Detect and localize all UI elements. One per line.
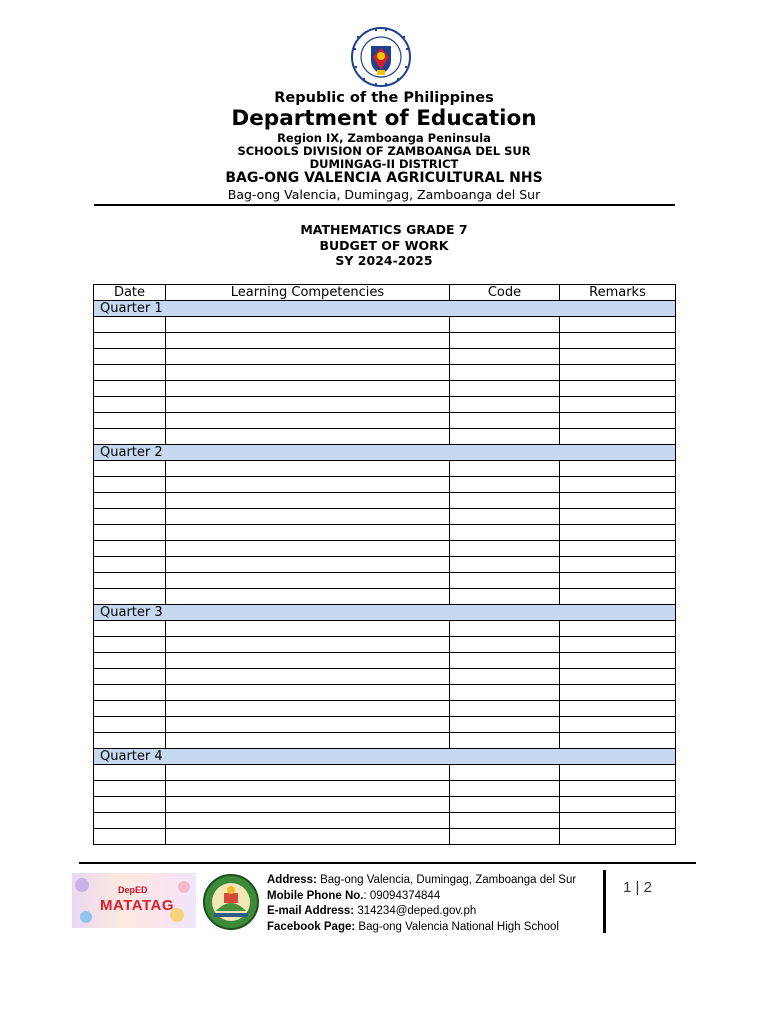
remarks-cell[interactable] xyxy=(560,493,676,509)
school-address: Bag-ong Valencia, Dumingag, Zamboanga del Sur xyxy=(227,187,541,202)
region-line: Region IX, Zamboanga Peninsula xyxy=(277,131,491,145)
code-cell[interactable] xyxy=(450,621,560,637)
competency-cell[interactable] xyxy=(166,541,450,557)
quarter-row xyxy=(94,605,676,621)
table-row xyxy=(94,829,676,845)
remarks-cell[interactable] xyxy=(560,829,676,845)
remarks-cell[interactable] xyxy=(560,733,676,749)
remarks-cell[interactable] xyxy=(560,333,676,349)
date-cell[interactable] xyxy=(94,573,166,589)
email-row xyxy=(267,904,576,920)
table-row xyxy=(94,685,676,701)
table-row xyxy=(94,413,676,429)
table-body xyxy=(94,301,676,845)
remarks-cell[interactable] xyxy=(560,429,676,445)
email-value: 314234@deped.gov.ph xyxy=(357,905,477,917)
republic-line: Republic of the Philippines xyxy=(274,90,494,106)
quarter-label: Quarter 1 xyxy=(94,301,676,317)
remarks-cell[interactable] xyxy=(560,685,676,701)
quarter-label: Quarter 2 xyxy=(94,445,676,461)
table-row xyxy=(94,589,676,605)
code-cell[interactable] xyxy=(450,733,560,749)
table-row xyxy=(94,461,676,477)
page-number: 1 | 2 xyxy=(623,879,652,896)
remarks-cell[interactable] xyxy=(560,397,676,413)
date-cell[interactable] xyxy=(94,621,166,637)
code-cell[interactable] xyxy=(450,365,560,381)
competency-cell[interactable] xyxy=(166,781,450,797)
quarter-row xyxy=(94,749,676,765)
date-cell[interactable] xyxy=(94,461,166,477)
competency-cell[interactable] xyxy=(166,589,450,605)
phone-label: Mobile Phone No. xyxy=(267,889,364,902)
table-row xyxy=(94,365,676,381)
table-row xyxy=(94,541,676,557)
table-row xyxy=(94,429,676,445)
table-row xyxy=(94,349,676,365)
address-label: Address: xyxy=(267,874,317,886)
table-row xyxy=(94,525,676,541)
facebook-row xyxy=(267,920,576,936)
competency-cell[interactable] xyxy=(166,493,450,509)
quarter-row xyxy=(94,445,676,461)
remarks-cell[interactable] xyxy=(560,317,676,333)
code-cell[interactable] xyxy=(450,637,560,653)
competency-cell[interactable] xyxy=(166,317,450,333)
code-cell[interactable] xyxy=(450,525,560,541)
remarks-cell[interactable] xyxy=(560,781,676,797)
competency-cell[interactable] xyxy=(166,429,450,445)
date-cell[interactable] xyxy=(94,429,166,445)
code-cell[interactable] xyxy=(450,701,560,717)
date-cell[interactable] xyxy=(94,829,166,845)
code-cell[interactable] xyxy=(450,685,560,701)
col-header-remarks: Remarks xyxy=(560,285,676,301)
col-header-code: Code xyxy=(450,285,560,301)
date-cell[interactable] xyxy=(94,557,166,573)
table-row xyxy=(94,493,676,509)
phone-value: : 09094374844 xyxy=(363,889,441,902)
date-cell[interactable] xyxy=(94,797,166,813)
remarks-cell[interactable] xyxy=(560,717,676,733)
matatag-deped-text: DepED xyxy=(118,885,148,895)
department-title: Department of Education xyxy=(231,106,537,131)
table-row xyxy=(94,653,676,669)
date-cell[interactable] xyxy=(94,477,166,493)
competency-cell[interactable] xyxy=(166,733,450,749)
competency-cell[interactable] xyxy=(166,509,450,525)
table-row xyxy=(94,621,676,637)
code-cell[interactable] xyxy=(450,797,560,813)
remarks-cell[interactable] xyxy=(560,413,676,429)
district-line: DUMINGAG-II DISTRICT xyxy=(309,157,459,171)
budget-of-work-table xyxy=(93,284,676,845)
table-row xyxy=(94,733,676,749)
table-row xyxy=(94,669,676,685)
code-cell[interactable] xyxy=(450,333,560,349)
contact-info xyxy=(267,873,576,935)
date-cell[interactable] xyxy=(94,349,166,365)
code-cell[interactable] xyxy=(450,509,560,525)
facebook-label: Facebook Page: xyxy=(267,920,356,933)
code-cell[interactable] xyxy=(450,717,560,733)
email-label: E-mail Address: xyxy=(267,905,355,917)
school-seal-logo xyxy=(200,873,262,931)
code-cell[interactable] xyxy=(450,413,560,429)
date-cell[interactable] xyxy=(94,589,166,605)
col-header-date: Date xyxy=(94,285,166,301)
table-row xyxy=(94,813,676,829)
date-cell[interactable] xyxy=(94,381,166,397)
code-cell[interactable] xyxy=(450,573,560,589)
code-cell[interactable] xyxy=(450,653,560,669)
phone-row xyxy=(267,889,576,905)
code-cell[interactable] xyxy=(450,557,560,573)
date-cell[interactable] xyxy=(94,685,166,701)
date-cell[interactable] xyxy=(94,813,166,829)
school-name: BAG-ONG VALENCIA AGRICULTURAL NHS xyxy=(225,170,543,186)
competency-cell[interactable] xyxy=(166,333,450,349)
remarks-cell[interactable] xyxy=(560,461,676,477)
remarks-cell[interactable] xyxy=(560,381,676,397)
competency-cell[interactable] xyxy=(166,381,450,397)
table-header-row xyxy=(94,285,676,301)
code-cell[interactable] xyxy=(450,829,560,845)
date-cell[interactable] xyxy=(94,525,166,541)
table-row xyxy=(94,717,676,733)
remarks-cell[interactable] xyxy=(560,589,676,605)
date-cell[interactable] xyxy=(94,317,166,333)
footer-vertical-bar xyxy=(603,870,606,933)
competency-cell[interactable] xyxy=(166,621,450,637)
date-cell[interactable] xyxy=(94,669,166,685)
table-row xyxy=(94,573,676,589)
competency-cell[interactable] xyxy=(166,365,450,381)
date-cell[interactable] xyxy=(94,541,166,557)
matatag-wordmark: MATATAG xyxy=(100,897,175,914)
table-row xyxy=(94,381,676,397)
matatag-logo xyxy=(72,873,196,928)
code-cell[interactable] xyxy=(450,461,560,477)
date-cell[interactable] xyxy=(94,733,166,749)
competency-cell[interactable] xyxy=(166,813,450,829)
code-cell[interactable] xyxy=(450,381,560,397)
document-title-block xyxy=(0,222,768,269)
remarks-cell[interactable] xyxy=(560,349,676,365)
competency-cell[interactable] xyxy=(166,717,450,733)
code-cell[interactable] xyxy=(450,765,560,781)
remarks-cell[interactable] xyxy=(560,797,676,813)
table-row xyxy=(94,333,676,349)
date-cell[interactable] xyxy=(94,653,166,669)
table-row xyxy=(94,397,676,413)
competency-cell[interactable] xyxy=(166,477,450,493)
remarks-cell[interactable] xyxy=(560,621,676,637)
remarks-cell[interactable] xyxy=(560,701,676,717)
table-row xyxy=(94,509,676,525)
school-year-line: SY 2024-2025 xyxy=(335,253,433,268)
code-cell[interactable] xyxy=(450,477,560,493)
competency-cell[interactable] xyxy=(166,461,450,477)
table-row xyxy=(94,557,676,573)
competency-cell[interactable] xyxy=(166,765,450,781)
table-row xyxy=(94,317,676,333)
code-cell[interactable] xyxy=(450,397,560,413)
address-row xyxy=(267,873,576,889)
title-line: BUDGET OF WORK xyxy=(319,237,449,253)
table-row xyxy=(94,477,676,493)
competency-cell[interactable] xyxy=(166,829,450,845)
competency-cell[interactable] xyxy=(166,573,450,589)
remarks-cell[interactable] xyxy=(560,653,676,669)
remarks-cell[interactable] xyxy=(560,365,676,381)
table-row xyxy=(94,781,676,797)
col-header-learning-competencies: Learning Competencies xyxy=(166,285,450,301)
date-cell[interactable] xyxy=(94,365,166,381)
competency-cell[interactable] xyxy=(166,653,450,669)
date-cell[interactable] xyxy=(94,493,166,509)
remarks-cell[interactable] xyxy=(560,509,676,525)
remarks-cell[interactable] xyxy=(560,669,676,685)
competency-cell[interactable] xyxy=(166,525,450,541)
address-value: Bag-ong Valencia, Dumingag, Zamboanga del Sur xyxy=(320,874,577,886)
code-cell[interactable] xyxy=(450,429,560,445)
competency-cell[interactable] xyxy=(166,797,450,813)
date-cell[interactable] xyxy=(94,717,166,733)
footer-divider xyxy=(79,862,696,864)
remarks-cell[interactable] xyxy=(560,525,676,541)
subject-line: MATHEMATICS GRADE 7 xyxy=(300,222,468,237)
quarter-label: Quarter 4 xyxy=(94,749,676,765)
competency-cell[interactable] xyxy=(166,701,450,717)
date-cell[interactable] xyxy=(94,413,166,429)
code-cell[interactable] xyxy=(450,493,560,509)
remarks-cell[interactable] xyxy=(560,557,676,573)
table-row xyxy=(94,637,676,653)
competency-cell[interactable] xyxy=(166,669,450,685)
competency-cell[interactable] xyxy=(166,413,450,429)
remarks-cell[interactable] xyxy=(560,477,676,493)
date-cell[interactable] xyxy=(94,781,166,797)
table-row xyxy=(94,797,676,813)
quarter-label: Quarter 3 xyxy=(94,605,676,621)
remarks-cell[interactable] xyxy=(560,541,676,557)
table-row xyxy=(94,765,676,781)
date-cell[interactable] xyxy=(94,637,166,653)
remarks-cell[interactable] xyxy=(560,573,676,589)
date-cell[interactable] xyxy=(94,333,166,349)
date-cell[interactable] xyxy=(94,509,166,525)
code-cell[interactable] xyxy=(450,541,560,557)
header-divider xyxy=(94,204,675,206)
competency-cell[interactable] xyxy=(166,349,450,365)
code-cell[interactable] xyxy=(450,349,560,365)
remarks-cell[interactable] xyxy=(560,765,676,781)
table-row xyxy=(94,701,676,717)
code-cell[interactable] xyxy=(450,589,560,605)
competency-cell[interactable] xyxy=(166,557,450,573)
remarks-cell[interactable] xyxy=(560,813,676,829)
code-cell[interactable] xyxy=(450,317,560,333)
remarks-cell[interactable] xyxy=(560,637,676,653)
quarter-row xyxy=(94,301,676,317)
code-cell[interactable] xyxy=(450,781,560,797)
division-line: SCHOOLS DIVISION OF ZAMBOANGA DEL SUR xyxy=(237,144,531,158)
facebook-value: Bag-ong Valencia National High School xyxy=(358,920,559,933)
code-cell[interactable] xyxy=(450,813,560,829)
competency-cell[interactable] xyxy=(166,685,450,701)
date-cell[interactable] xyxy=(94,397,166,413)
deped-seal-logo xyxy=(345,26,417,88)
competency-cell[interactable] xyxy=(166,397,450,413)
competency-cell[interactable] xyxy=(166,637,450,653)
date-cell[interactable] xyxy=(94,765,166,781)
code-cell[interactable] xyxy=(450,669,560,685)
date-cell[interactable] xyxy=(94,701,166,717)
